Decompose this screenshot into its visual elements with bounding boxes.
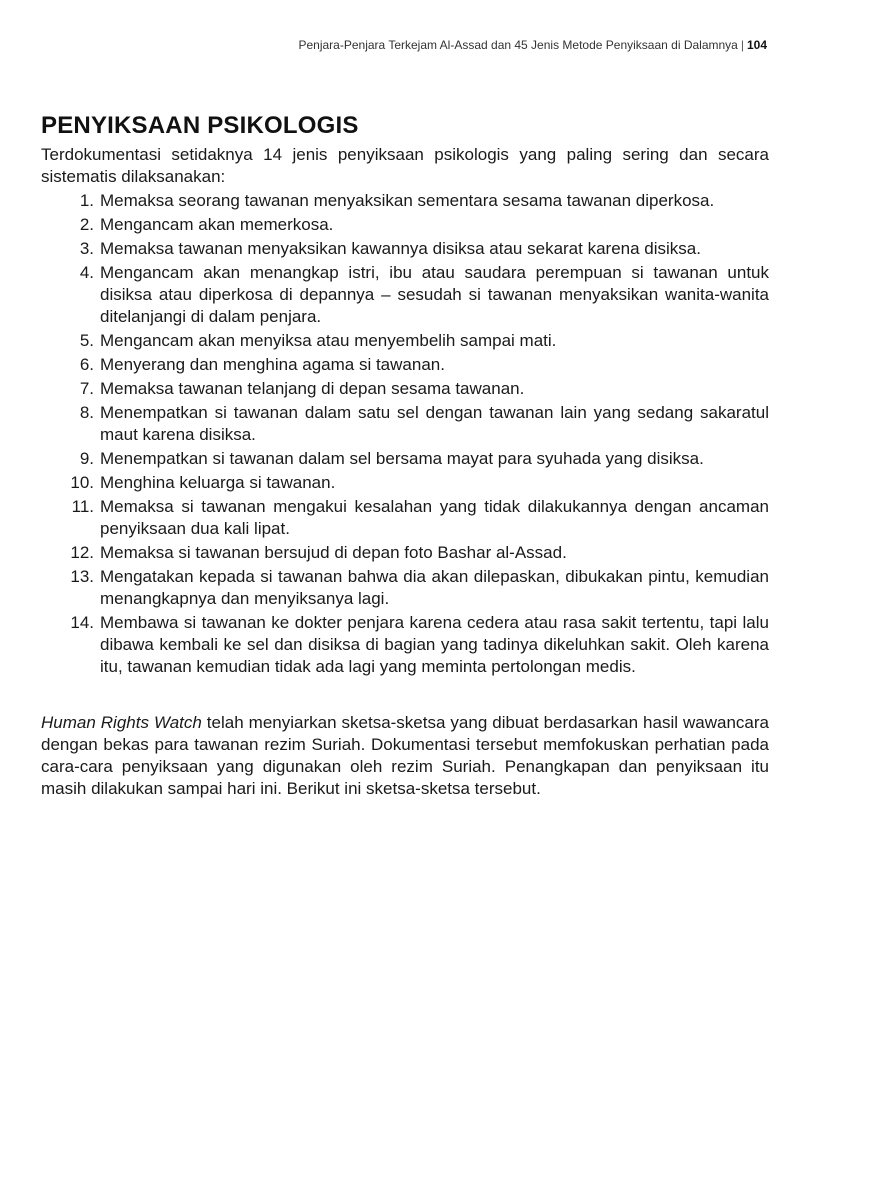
- torture-methods-list: [41, 190, 769, 678]
- list-item-text: Memaksa si tawanan bersujud di depan foto Bashar al-Assad.: [100, 543, 567, 562]
- list-item-number: 10.: [70, 473, 94, 492]
- list-item-number: 13.: [70, 567, 94, 586]
- list-item: [41, 378, 769, 400]
- list-item-text: Memaksa seorang tawanan menyaksikan sementara sesama tawanan diperkosa.: [100, 191, 715, 210]
- list-item-number: 12.: [70, 543, 94, 562]
- list-item: [41, 190, 769, 212]
- running-header: [298, 38, 767, 52]
- closing-paragraph: [41, 712, 769, 800]
- list-item: [41, 566, 769, 610]
- list-item: [41, 542, 769, 564]
- list-item: [41, 262, 769, 328]
- list-item-text: Menempatkan si tawanan dalam sel bersama mayat para syuhada yang disiksa.: [100, 449, 704, 468]
- list-item: [41, 472, 769, 494]
- page-number: 104: [746, 38, 767, 52]
- intro-paragraph: Terdokumentasi setidaknya 14 jenis penyiksaan psikologis yang paling sering dan secara sistematis dilaksanakan:: [41, 145, 769, 186]
- list-item-text: Mengancam akan memerkosa.: [100, 215, 334, 234]
- closing-text: telah menyiarkan sketsa-sketsa yang dibuat berdasarkan hasil wawancara dengan bekas para tawanan rezim Suriah. Dokumentasi tersebut memfokuskan perhatian pada cara-cara penyiksaan yang digunakan oleh rezim Suriah. Penangkapan dan penyiksaan itu masih dilakukan sampai hari ini. Berikut ini sketsa-sketsa tersebut.: [41, 713, 769, 798]
- list-item: [41, 496, 769, 540]
- closing-italic-lead: Human Rights Watch: [41, 713, 202, 732]
- list-item-text: Memaksa tawanan telanjang di depan sesama tawanan.: [100, 379, 525, 398]
- list-item: [41, 448, 769, 470]
- list-item: [41, 612, 769, 678]
- running-title: Penjara-Penjara Terkejam Al-Assad dan 45 Jenis Metode Penyiksaan di Dalamnya: [298, 38, 738, 52]
- list-item-number: 7.: [79, 379, 94, 398]
- list-item-number: 2.: [79, 215, 94, 234]
- list-item-text: Mengancam akan menangkap istri, ibu atau saudara perempuan si tawanan untuk disiksa atau diperkosa di depannya – sesudah si tawanan menyaksikan wanita-wanita ditelanjangi di dalam penjara.: [100, 263, 769, 326]
- list-item-text: Menempatkan si tawanan dalam satu sel dengan tawanan lain yang sedang sakaratul maut karena disiksa.: [100, 403, 769, 444]
- list-item-number: 6.: [79, 355, 94, 374]
- list-item-text: Menyerang dan menghina agama si tawanan.: [100, 355, 445, 374]
- list-item-number: 5.: [79, 331, 94, 350]
- list-item-text: Memaksa tawanan menyaksikan kawannya disiksa atau sekarat karena disiksa.: [100, 239, 701, 258]
- list-item-number: 1.: [79, 191, 94, 210]
- list-item-number: 9.: [79, 449, 94, 468]
- list-item-number: 14.: [70, 613, 94, 632]
- list-item: [41, 402, 769, 446]
- header-separator: |: [740, 38, 744, 52]
- list-item-number: 11.: [71, 497, 94, 516]
- list-item-number: 8.: [79, 403, 94, 422]
- list-item: [41, 330, 769, 352]
- list-item-text: Menghina keluarga si tawanan.: [100, 473, 336, 492]
- list-item-text: Membawa si tawanan ke dokter penjara karena cedera atau rasa sakit tertentu, tapi lalu dibawa kembali ke sel dan disiksa di bagian yang tadinya dikeluhkan sakit. Oleh karena itu, tawanan kemudian tidak ada lagi yang meminta pertolongan medis.: [100, 613, 769, 676]
- list-item-number: 4.: [79, 263, 94, 282]
- page-content: [41, 112, 769, 800]
- list-item: [41, 214, 769, 236]
- list-item: [41, 238, 769, 260]
- list-item-text: Mengancam akan menyiksa atau menyembelih sampai mati.: [100, 331, 557, 350]
- list-item-text: Memaksa si tawanan mengakui kesalahan yang tidak dilakukannya dengan ancaman penyiksaan dua kali lipat.: [100, 497, 769, 538]
- list-item: [41, 354, 769, 376]
- list-item-number: 3.: [79, 239, 94, 258]
- section-title: PENYIKSAAN PSIKOLOGIS: [41, 112, 359, 139]
- list-item-text: Mengatakan kepada si tawanan bahwa dia akan dilepaskan, dibukakan pintu, kemudian menangkapnya dan menyiksanya lagi.: [100, 567, 769, 608]
